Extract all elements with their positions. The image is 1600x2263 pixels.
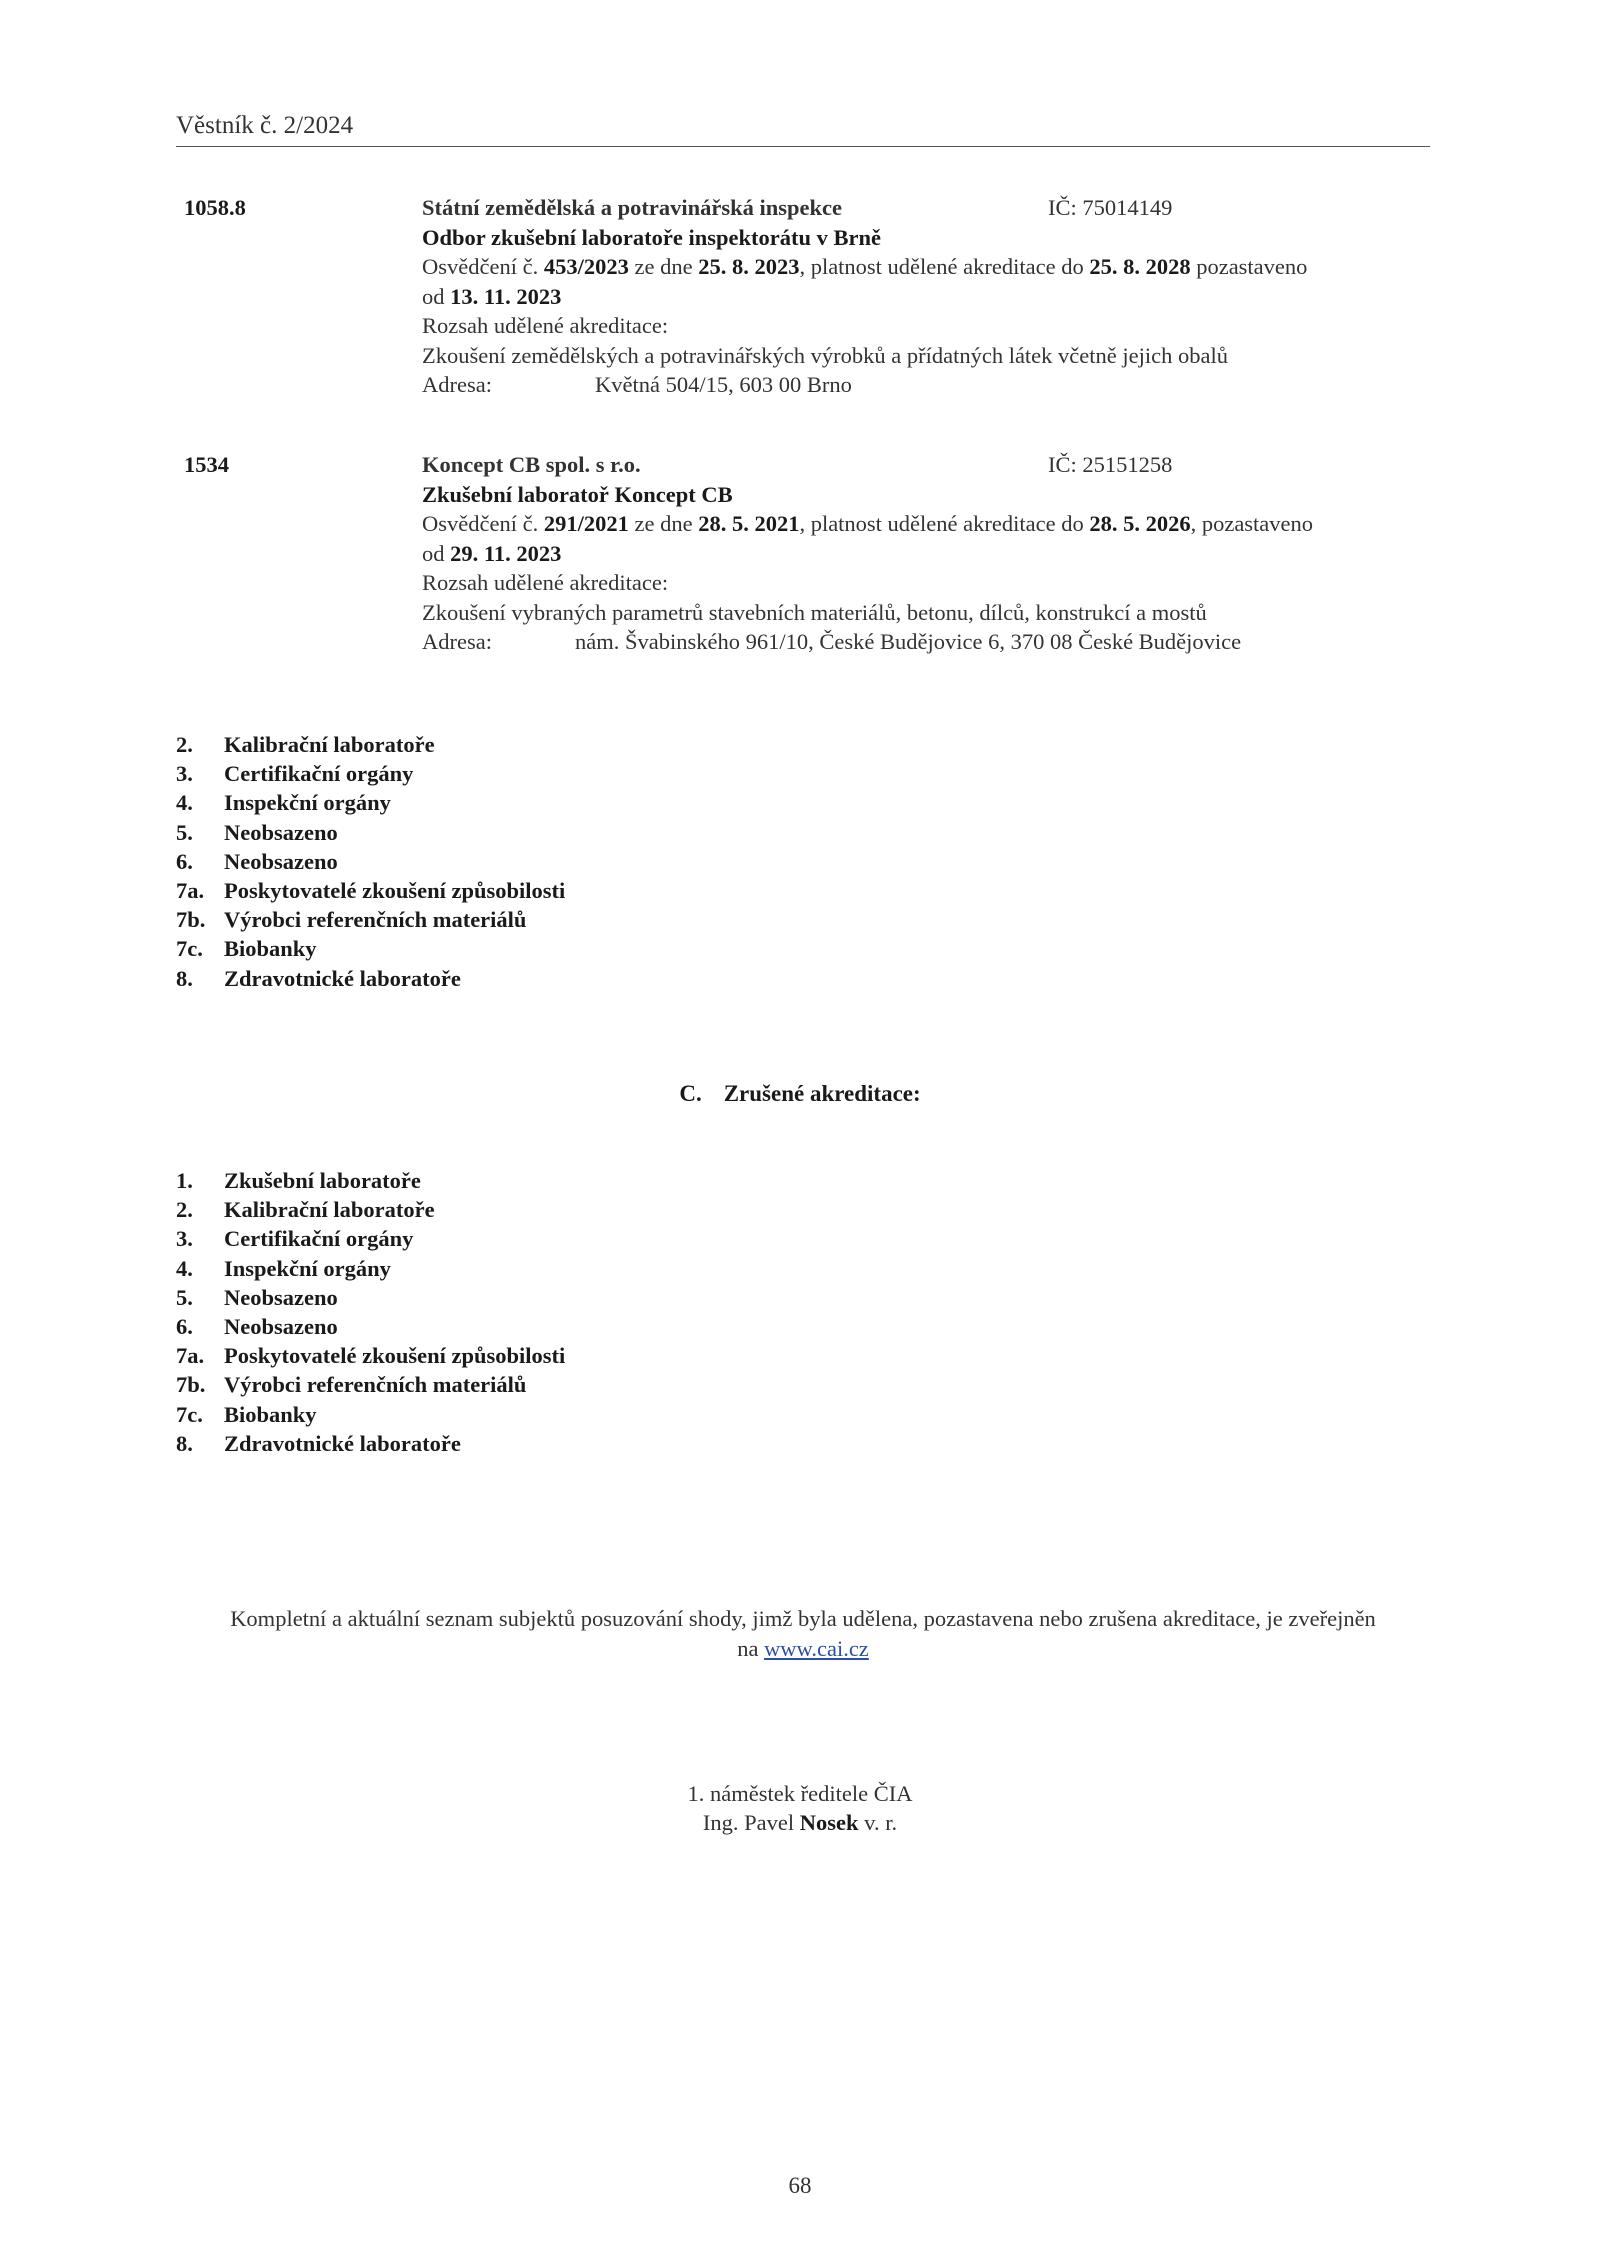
page-number: 68	[788, 2173, 812, 2198]
list-item-number: 5.	[176, 819, 193, 845]
list-item-label: Certifikační orgány	[224, 1226, 414, 1252]
list-item	[176, 1254, 565, 1283]
list-item	[176, 964, 565, 993]
entry-scope-label: Rozsah udělené akreditace:	[422, 313, 669, 338]
list-item-label: Poskytovatelé zkoušení způsobilosti	[224, 878, 566, 904]
list-item-number: 6.	[176, 1314, 193, 1340]
journal-title: Věstník č. 2/2024	[176, 112, 354, 139]
list-item-number: 7c.	[176, 1401, 203, 1427]
list-item-number: 4.	[176, 790, 193, 816]
list-item	[176, 1429, 565, 1458]
list-item-label: Poskytovatelé zkoušení způsobilosti	[224, 1343, 566, 1369]
list-item-label: Neobsazeno	[224, 819, 338, 845]
category-list	[176, 1166, 565, 1458]
list-item-label: Certifikační orgány	[224, 761, 414, 787]
list-item-number: 2.	[176, 1197, 193, 1223]
list-item	[176, 1195, 565, 1224]
signature-name: Ing. Pavel Nosek v. r.	[702, 1810, 898, 1835]
entry-scope: Zkoušení vybraných parametrů stavebních materiálů, betonu, dílců, konstrukcí a mostů	[422, 599, 1207, 625]
entry-address: Adresa: Květná 504/15, 603 00 Brno	[422, 372, 852, 397]
entry-number: 1058.8	[184, 195, 246, 220]
section-heading	[0, 1081, 1600, 1107]
list-item	[176, 759, 565, 788]
entry-certificate: Osvědčení č. 291/2021 ze dne 28. 5. 2021, platnost udělené akreditace do 28. 5. 2026, pozastaveno	[422, 511, 1314, 536]
entry-ic: IČ: 75014149	[1048, 195, 1173, 220]
list-item-label: Neobsazeno	[224, 1314, 338, 1340]
list-item-label: Inspekční orgány	[224, 790, 391, 816]
list-item-number: 7a.	[176, 1343, 205, 1369]
entry-unit: Odbor zkušební laboratoře inspektorátu v Brně	[422, 224, 881, 250]
section-letter: C.	[679, 1081, 702, 1106]
list-item-number: 7c.	[176, 936, 203, 962]
list-item-number: 3.	[176, 1226, 193, 1252]
list-item	[176, 1283, 565, 1312]
list-item-number: 2.	[176, 732, 193, 757]
entry-org: Státní zemědělská a potravinářská inspekce	[422, 195, 843, 220]
list-item	[176, 1224, 565, 1253]
footer-note-text: Kompletní a aktuální seznam subjektů posuzování shody, jimž byla udělena, pozastavena nebo zrušena akreditace, je zveřejněn	[230, 1606, 1376, 1631]
list-item	[176, 905, 565, 934]
list-item-number: 8.	[176, 965, 193, 991]
footer-note: Kompletní a aktuální seznam subjektů posuzování shody, jimž byla udělena, pozastavena nebo zrušena akreditace, je zveřejněn na www.cai.cz	[230, 1606, 1376, 1661]
list-item	[176, 818, 565, 847]
list-item-label: Výrobci referenčních materiálů	[224, 907, 527, 933]
list-item-label: Zkušební laboratoře	[224, 1168, 421, 1193]
list-item-label: Výrobci referenčních materiálů	[224, 1372, 527, 1398]
entry-number: 1534	[184, 452, 229, 477]
entry-org: Koncept CB spol. s r.o.	[422, 452, 641, 477]
entry-suspended: od 29. 11. 2023	[422, 540, 562, 566]
list-item	[176, 847, 565, 876]
list-item-number: 4.	[176, 1255, 193, 1281]
list-item-number: 3.	[176, 761, 193, 787]
list-item-label: Neobsazeno	[224, 848, 338, 874]
entry-ic: IČ: 25151258	[1048, 452, 1173, 477]
list-item-number: 5.	[176, 1284, 193, 1310]
list-item-label: Neobsazeno	[224, 1284, 338, 1310]
list-item-label: Kalibrační laboratoře	[224, 1197, 435, 1223]
list-item-number: 7b.	[176, 907, 206, 933]
list-item	[176, 876, 565, 905]
category-list	[176, 730, 565, 993]
list-item-number: 8.	[176, 1430, 193, 1456]
list-item	[176, 730, 565, 759]
list-item-label: Biobanky	[224, 936, 317, 962]
website-link[interactable]: www.cai.cz	[764, 1636, 869, 1661]
list-item	[176, 1166, 565, 1195]
list-item-number: 6.	[176, 848, 193, 874]
page-header	[176, 112, 1430, 147]
list-item-label: Kalibrační laboratoře	[224, 732, 435, 757]
entry-scope-label: Rozsah udělené akreditace:	[422, 570, 669, 595]
list-item-number: 1.	[176, 1168, 193, 1193]
signature-block	[0, 1779, 1600, 1837]
list-item	[176, 1370, 565, 1399]
list-item	[176, 788, 565, 817]
entry-address: Adresa: nám. Švabinského 961/10, České Budějovice 6, 370 08 České Budějovice	[422, 629, 1242, 654]
list-item-number: 7a.	[176, 878, 205, 904]
section-title: Zrušené akreditace:	[723, 1081, 921, 1106]
signature-role: 1. náměstek ředitele ČIA	[687, 1781, 913, 1806]
list-item-label: Inspekční orgány	[224, 1255, 391, 1281]
entry-certificate: Osvědčení č. 453/2023 ze dne 25. 8. 2023, platnost udělené akreditace do 25. 8. 2028 pozastaveno	[422, 254, 1308, 279]
entry-unit: Zkušební laboratoř Koncept CB	[422, 481, 733, 507]
list-item-label: Biobanky	[224, 1401, 317, 1427]
list-item	[176, 1312, 565, 1341]
list-item-label: Zdravotnické laboratoře	[224, 965, 461, 991]
list-item-label: Zdravotnické laboratoře	[224, 1430, 461, 1456]
entry-suspended: od 13. 11. 2023	[422, 283, 562, 309]
list-item	[176, 934, 565, 963]
list-item	[176, 1400, 565, 1429]
list-item	[176, 1341, 565, 1370]
entry-scope: Zkoušení zemědělských a potravinářských výrobků a přídatných látek včetně jejich obalů	[422, 342, 1228, 368]
list-item-number: 7b.	[176, 1372, 206, 1398]
